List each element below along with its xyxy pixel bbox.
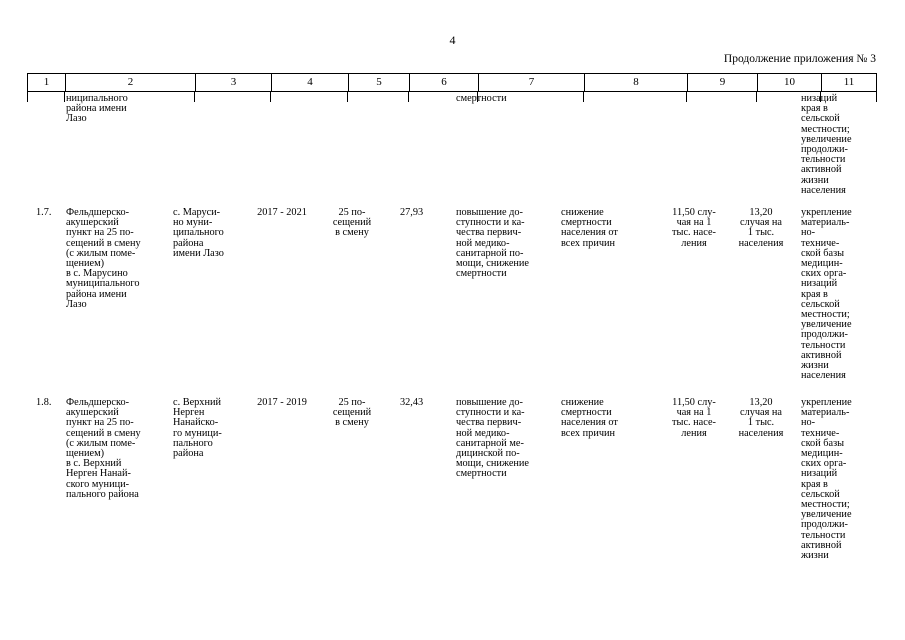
column-divider (408, 92, 409, 102)
header-cell: 4 (271, 74, 348, 91)
carryover-name: ниципального района имени Лазо (66, 93, 128, 125)
header-cell: 11 (821, 74, 876, 91)
table-header-row (27, 73, 877, 92)
indicator: снижение смертности населения от всех причин (561, 397, 618, 439)
header-cell: 2 (65, 74, 195, 91)
object-name: Фельдшерско- акушерский пункт на 25 по- сещений в смену (с жилым поме- щением) в с. Марусино муниципального района имени Лазо (66, 207, 141, 310)
capacity: 25 по- сещений в смену (332, 207, 372, 239)
cost: 32,43 (400, 397, 424, 408)
baseline-value: 11,50 слу- чая на 1 тыс. насе- ления (672, 397, 716, 439)
column-divider (876, 92, 877, 102)
header-cell: 6 (409, 74, 478, 91)
effect: укрепление материаль- но- техниче- ской базы медицин- ских орга- низаций края в сельской местности; увеличение продолжи- тельности активной жизни населения (801, 207, 852, 382)
column-divider (756, 92, 757, 102)
object-name: Фельдшерско- акушерский пункт на 25 по- сещений в смену (с жилым поме- щением) в с. Верхний Нерген Нанай- ского муници- пального района (66, 397, 141, 500)
location: с. Верхний Нерген Нанайско- го муници- пального района (173, 397, 222, 460)
indicator: снижение смертности населения от всех причин (561, 207, 618, 249)
location: с. Маруси- но муни- ципального района имени Лазо (173, 207, 224, 259)
baseline-value: 11,50 слу- чая на 1 тыс. насе- ления (672, 207, 716, 249)
target-value: 13,20 случая на 1 тыс. населения (738, 397, 784, 439)
column-divider (27, 92, 28, 102)
header-cell: 5 (348, 74, 409, 91)
goal: повышение до- ступности и ка- чества первич- ной медико- санитарной ме- дицинской по- мощи, снижение смертности (456, 397, 529, 480)
continuation-label: Продолжение приложения № 3 (723, 53, 876, 65)
header-cell: 10 (757, 74, 821, 91)
cost: 27,93 (400, 207, 424, 218)
header-cell: 3 (195, 74, 271, 91)
carryover-goal: смертности (456, 93, 507, 104)
page-number: 4 (449, 33, 456, 47)
goal: повышение до- ступности и ка- чества первич- ной медико- санитарной по- мощи, снижение смертности (456, 207, 529, 280)
effect: укрепление материаль- но- техниче- ской базы медицин- ских орга- низаций края в сельской местности; увеличение продолжи- тельности активной жизни (801, 397, 852, 562)
carryover-effect: низаций края в сельской местности; увеличение продолжи- тельности активной жизни населения (801, 93, 852, 196)
column-divider (347, 92, 348, 102)
period: 2017 - 2021 (257, 207, 307, 218)
header-cell: 7 (478, 74, 584, 91)
column-divider (686, 92, 687, 102)
period: 2017 - 2019 (257, 397, 307, 408)
column-divider (64, 92, 65, 102)
row-number: 1.8. (36, 397, 52, 408)
header-cell: 8 (584, 74, 687, 91)
column-divider (583, 92, 584, 102)
row-number: 1.7. (36, 207, 52, 218)
column-divider (270, 92, 271, 102)
header-cell: 1 (43, 76, 50, 88)
column-divider (194, 92, 195, 102)
target-value: 13,20 случая на 1 тыс. населения (738, 207, 784, 249)
capacity: 25 по- сещений в смену (332, 397, 372, 429)
header-cell: 9 (687, 74, 757, 91)
